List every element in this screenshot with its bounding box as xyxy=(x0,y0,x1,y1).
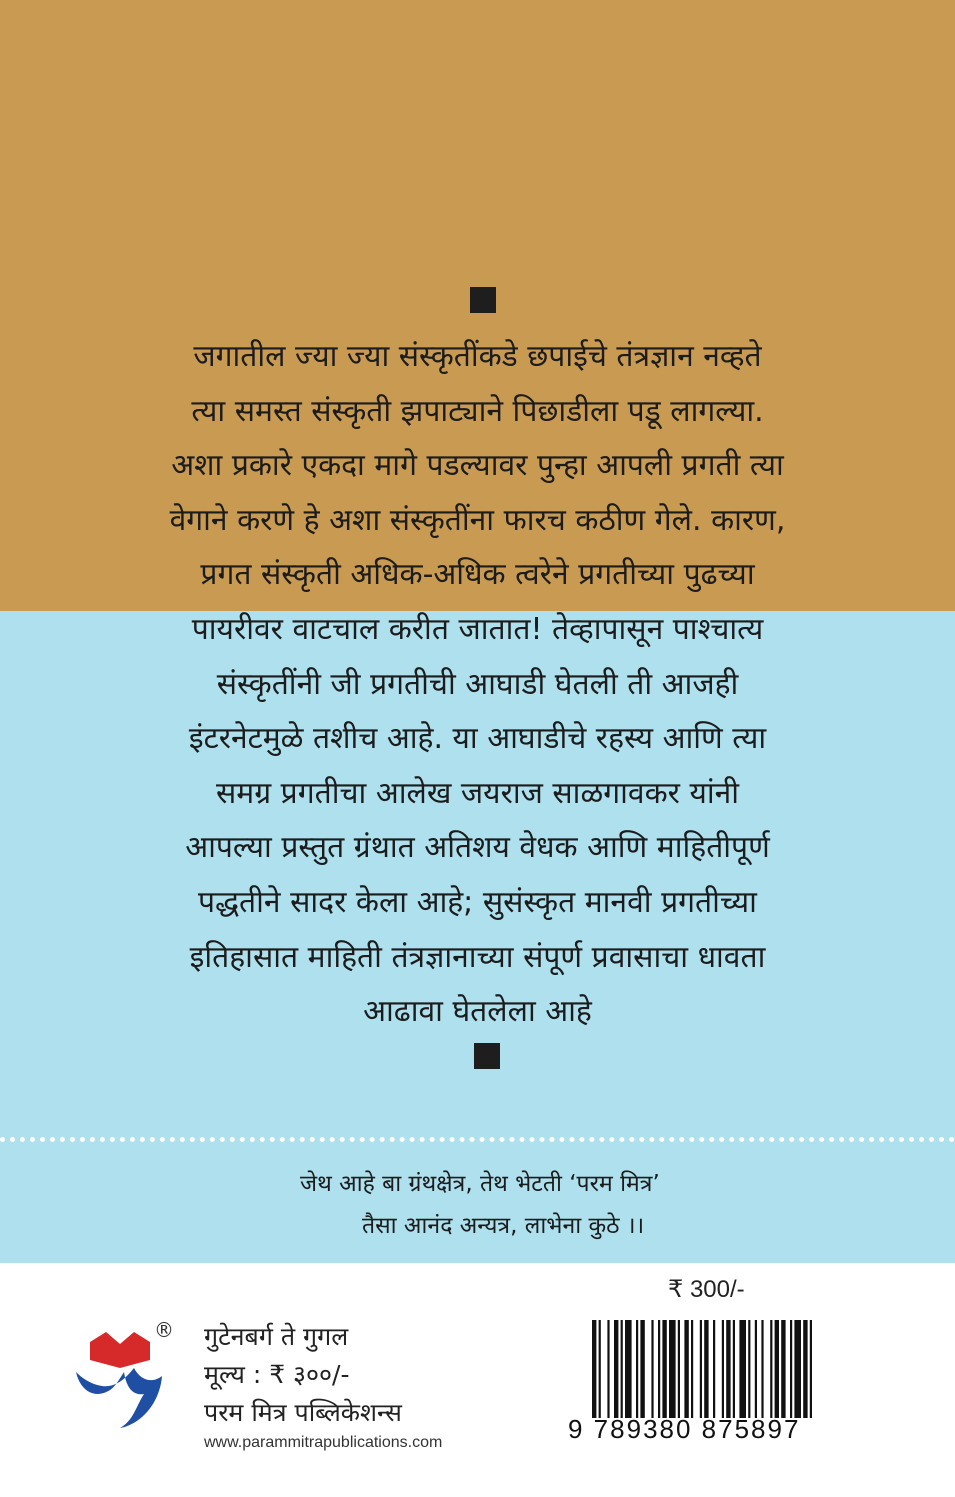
barcode-bar xyxy=(599,1320,601,1418)
verse-line: जेथ आहे बा ग्रंथक्षेत्र, तेथ भेटती ‘परम मित्र’ xyxy=(300,1171,660,1197)
blurb-line: वेगाने करणे हे अशा संस्कृतींना फारच कठीण गेले. कारण, xyxy=(169,502,786,538)
blurb-line: आपल्या प्रस्तुत ग्रंथात अतिशय वेधक आणि माहितीपूर्ण xyxy=(185,830,770,866)
blurb-line: इतिहासात माहिती तंत्रज्ञानाच्या संपूर्ण प्रवासाचा धावता xyxy=(189,939,766,975)
barcode-bar xyxy=(658,1320,660,1418)
book-title: गुटेनबर्ग ते गुगल xyxy=(204,1322,349,1351)
isbn-number: 9 789380 875897 xyxy=(568,1414,801,1444)
barcode-bar xyxy=(790,1320,792,1418)
barcode-bar xyxy=(700,1320,702,1418)
barcode-bar xyxy=(691,1320,693,1418)
blurb-line: अशा प्रकारे एकदा मागे पडल्यावर पुन्हा आपली प्रगती त्या xyxy=(171,448,784,484)
blurb-line: इंटरनेटमुळे तशीच आहे. या आघाडीचे रहस्य आणि त्या xyxy=(188,721,767,757)
blurb-line: पायरीवर वाटचाल करीत जातात! तेव्हापासून पाश्चात्य xyxy=(191,611,764,647)
barcode-bar xyxy=(621,1320,623,1418)
verse-block xyxy=(300,1163,920,1247)
barcode-bar xyxy=(640,1320,644,1418)
publisher-website: www.parammitrapublications.com xyxy=(204,1434,443,1451)
blurb-line: पद्धतीने सादर केला आहे; सुसंस्कृत मानवी प्रगतीच्या xyxy=(198,884,757,920)
barcode-bar xyxy=(761,1320,763,1418)
barcode-bar xyxy=(726,1320,730,1418)
logo-book-shape xyxy=(90,1332,150,1368)
barcode-bar xyxy=(722,1320,724,1418)
barcode-bar xyxy=(733,1320,735,1418)
barcode-bar xyxy=(614,1320,618,1418)
blurb-line: त्या समस्त संस्कृती झपाट्याने पिछाडीला पडू लागल्या. xyxy=(191,393,764,429)
blurb-line: समग्र प्रगतीचा आलेख जयराज साळगावकर यांनी xyxy=(215,775,740,811)
barcode-bar xyxy=(781,1320,785,1418)
blurb-line: संस्कृतींनी जी प्रगतीची आघाडी घेतली ती आजही xyxy=(216,666,739,702)
barcode-bar xyxy=(592,1320,596,1418)
barcode-bar xyxy=(678,1320,680,1418)
barcode-bar xyxy=(739,1320,746,1418)
blurb-line: आढावा घेतलेला आहे xyxy=(363,994,592,1030)
dotted-divider xyxy=(0,1137,955,1142)
barcode-bar xyxy=(651,1320,653,1418)
logo-curve-shape xyxy=(76,1368,162,1428)
barcode-bar xyxy=(636,1320,638,1418)
barcode-bar xyxy=(704,1320,708,1418)
blurb-line: प्रगत संस्कृती अधिक-अधिक त्वरेने प्रगतीच्या पुढच्या xyxy=(200,557,755,593)
barcode-bar xyxy=(770,1320,772,1418)
barcode-icon xyxy=(590,1320,880,1418)
barcode-bar xyxy=(803,1320,807,1418)
barcode-bar xyxy=(775,1320,779,1418)
book-price: मूल्य : ₹ ३००/- xyxy=(204,1360,350,1389)
price-tag: ₹ 300/- xyxy=(668,1276,745,1303)
blurb-paragraph xyxy=(90,330,865,1040)
barcode-bar xyxy=(810,1320,812,1418)
barcode-bar xyxy=(794,1320,801,1418)
barcode-bar xyxy=(755,1320,757,1418)
barcode-bar xyxy=(662,1320,666,1418)
publisher-name: परम मित्र पब्लिकेशन्स xyxy=(204,1398,402,1427)
separator-square-bottom xyxy=(474,1043,500,1069)
barcode-bar xyxy=(607,1320,609,1418)
barcode-bar xyxy=(684,1320,688,1418)
separator-square-top xyxy=(470,287,496,313)
registered-mark: ® xyxy=(154,1318,174,1342)
verse-line: तैसा आनंद अन्यत्र, लाभेना कुठे ।। xyxy=(362,1213,645,1239)
book-info xyxy=(204,1318,442,1452)
barcode-bar xyxy=(625,1320,632,1418)
blurb-line: जगातील ज्या ज्या संस्कृतींकडे छपाईचे तंत्रज्ञान नव्हते xyxy=(193,339,762,374)
barcode-bar xyxy=(669,1320,676,1418)
barcode-bar xyxy=(748,1320,750,1418)
barcode-bar xyxy=(713,1320,715,1418)
